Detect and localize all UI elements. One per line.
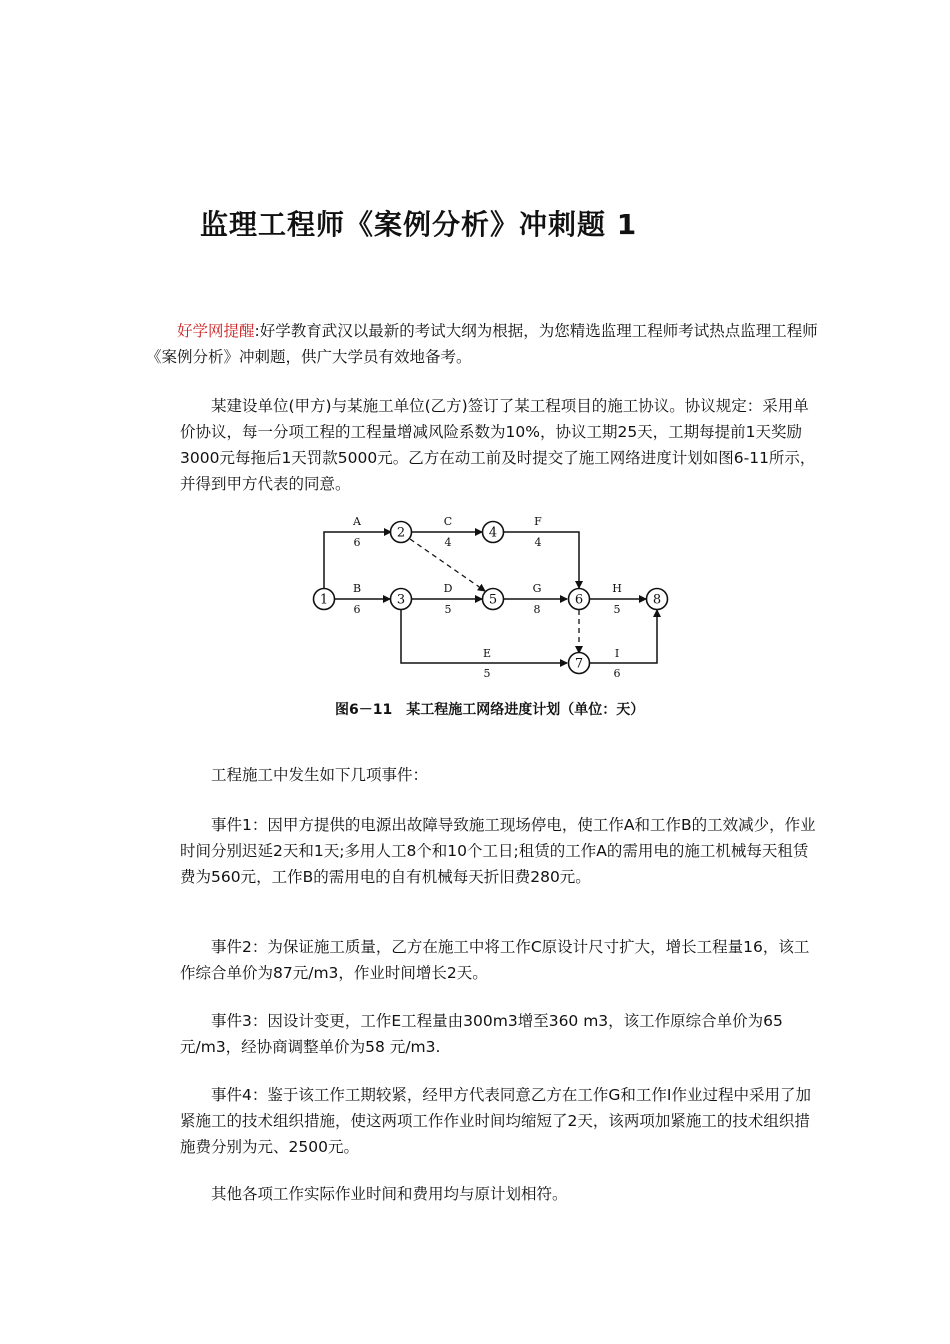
intro-paragraph bbox=[146, 318, 818, 370]
activity-a-name: A bbox=[353, 515, 361, 528]
activity-g-name: G bbox=[532, 582, 542, 595]
node-8 bbox=[647, 589, 668, 610]
node-7-label: 7 bbox=[574, 656, 584, 672]
activity-i-name: I bbox=[614, 647, 620, 660]
event-2: 事件2：为保证施工质量，乙方在施工中将工作C原设计尺寸扩大，增长工程量16，该工作综合单价为87元/m3，作业时间增长2天。 bbox=[180, 938, 810, 982]
activity-b-name: B bbox=[352, 582, 362, 595]
event-4: 事件4：鉴于该工作工期较紧，经甲方代表同意乙方在工作G和工作I作业过程中采用了加紧施工的技术组织措施，使这两项工作作业时间均缩短了2天，该两项加紧施工的技术组织措施费分别为元、2500元。 bbox=[180, 1086, 811, 1156]
activity-d-duration: 5 bbox=[444, 603, 452, 616]
activity-h-duration: 5 bbox=[613, 603, 621, 616]
agreement-paragraph: 某建设单位(甲方)与某施工单位(乙方)签订了某工程项目的施工协议。协议规定：采用单价协议，每一分项工程的工程量增减风险系数为10%，协议工期25天，工期每提前1天奖励3000元每拖后1天罚款5000元。乙方在动工前及时提交了施工网络进度计划如图6-11所示，并得到甲方代表的同意。 bbox=[180, 397, 816, 493]
node-7 bbox=[569, 653, 590, 674]
node-1 bbox=[314, 589, 335, 610]
arrow-f bbox=[504, 532, 579, 588]
intro-text: :好学教育武汉以最新的考试大纲为根据，为您精选监理工程师考试热点监理工程师《案例分析》冲刺题，供广大学员有效地备考。 bbox=[146, 322, 818, 366]
activity-c-duration: 4 bbox=[444, 536, 452, 549]
node-4 bbox=[483, 522, 504, 543]
node-2-label: 2 bbox=[396, 525, 406, 541]
node-3 bbox=[391, 589, 412, 610]
activity-b-duration: 6 bbox=[353, 603, 361, 616]
events-intro: 工程施工中发生如下几项事件： bbox=[211, 766, 429, 784]
node-6-label: 6 bbox=[574, 592, 584, 608]
network-diagram-figure bbox=[300, 508, 680, 728]
figure-caption: 图6－11 某工程施工网络进度计划（单位：天） bbox=[335, 702, 645, 718]
intro-highlight[interactable]: 好学网提醒 bbox=[177, 322, 255, 340]
node-3-label: 3 bbox=[396, 592, 406, 608]
node-8-label: 8 bbox=[652, 592, 662, 608]
closing-paragraph: 其他各项工作实际作业时间和费用均与原计划相符。 bbox=[211, 1185, 568, 1203]
activity-d-name: D bbox=[443, 582, 453, 595]
page-title: 监理工程师《案例分析》冲刺题 1 bbox=[200, 208, 638, 241]
activity-f-duration: 4 bbox=[534, 536, 542, 549]
activity-e-name: E bbox=[482, 647, 492, 660]
node-2 bbox=[391, 522, 412, 543]
node-1-label: 1 bbox=[319, 592, 329, 608]
activity-e-duration: 5 bbox=[483, 667, 491, 680]
activity-g-duration: 8 bbox=[533, 603, 541, 616]
node-5-label: 5 bbox=[488, 592, 498, 608]
event-1: 事件1：因甲方提供的电源出故障导致施工现场停电，使工作A和工作B的工效减少，作业时间分别迟延2天和1天;多用人工8个和10个工日;租赁的工作A的需用电的施工机械每天租赁费为560元，工作B的需用电的自有机械每天折旧费280元。 bbox=[180, 816, 816, 886]
activity-a-duration: 6 bbox=[353, 536, 361, 549]
network-diagram bbox=[300, 508, 680, 728]
activity-i-duration: 6 bbox=[613, 667, 621, 680]
node-4-label: 4 bbox=[488, 525, 498, 541]
activity-f-name: F bbox=[534, 515, 542, 528]
node-5 bbox=[483, 589, 504, 610]
activity-c-name: C bbox=[443, 515, 453, 528]
activity-h-name: H bbox=[612, 582, 622, 595]
event-3: 事件3：因设计变更，工作E工程量由300m3增至360 m3，该工作原综合单价为65元/m3，经协商调整单价为58 元/m3. bbox=[180, 1012, 783, 1056]
arrow-i bbox=[590, 610, 657, 663]
node-6 bbox=[569, 589, 590, 610]
